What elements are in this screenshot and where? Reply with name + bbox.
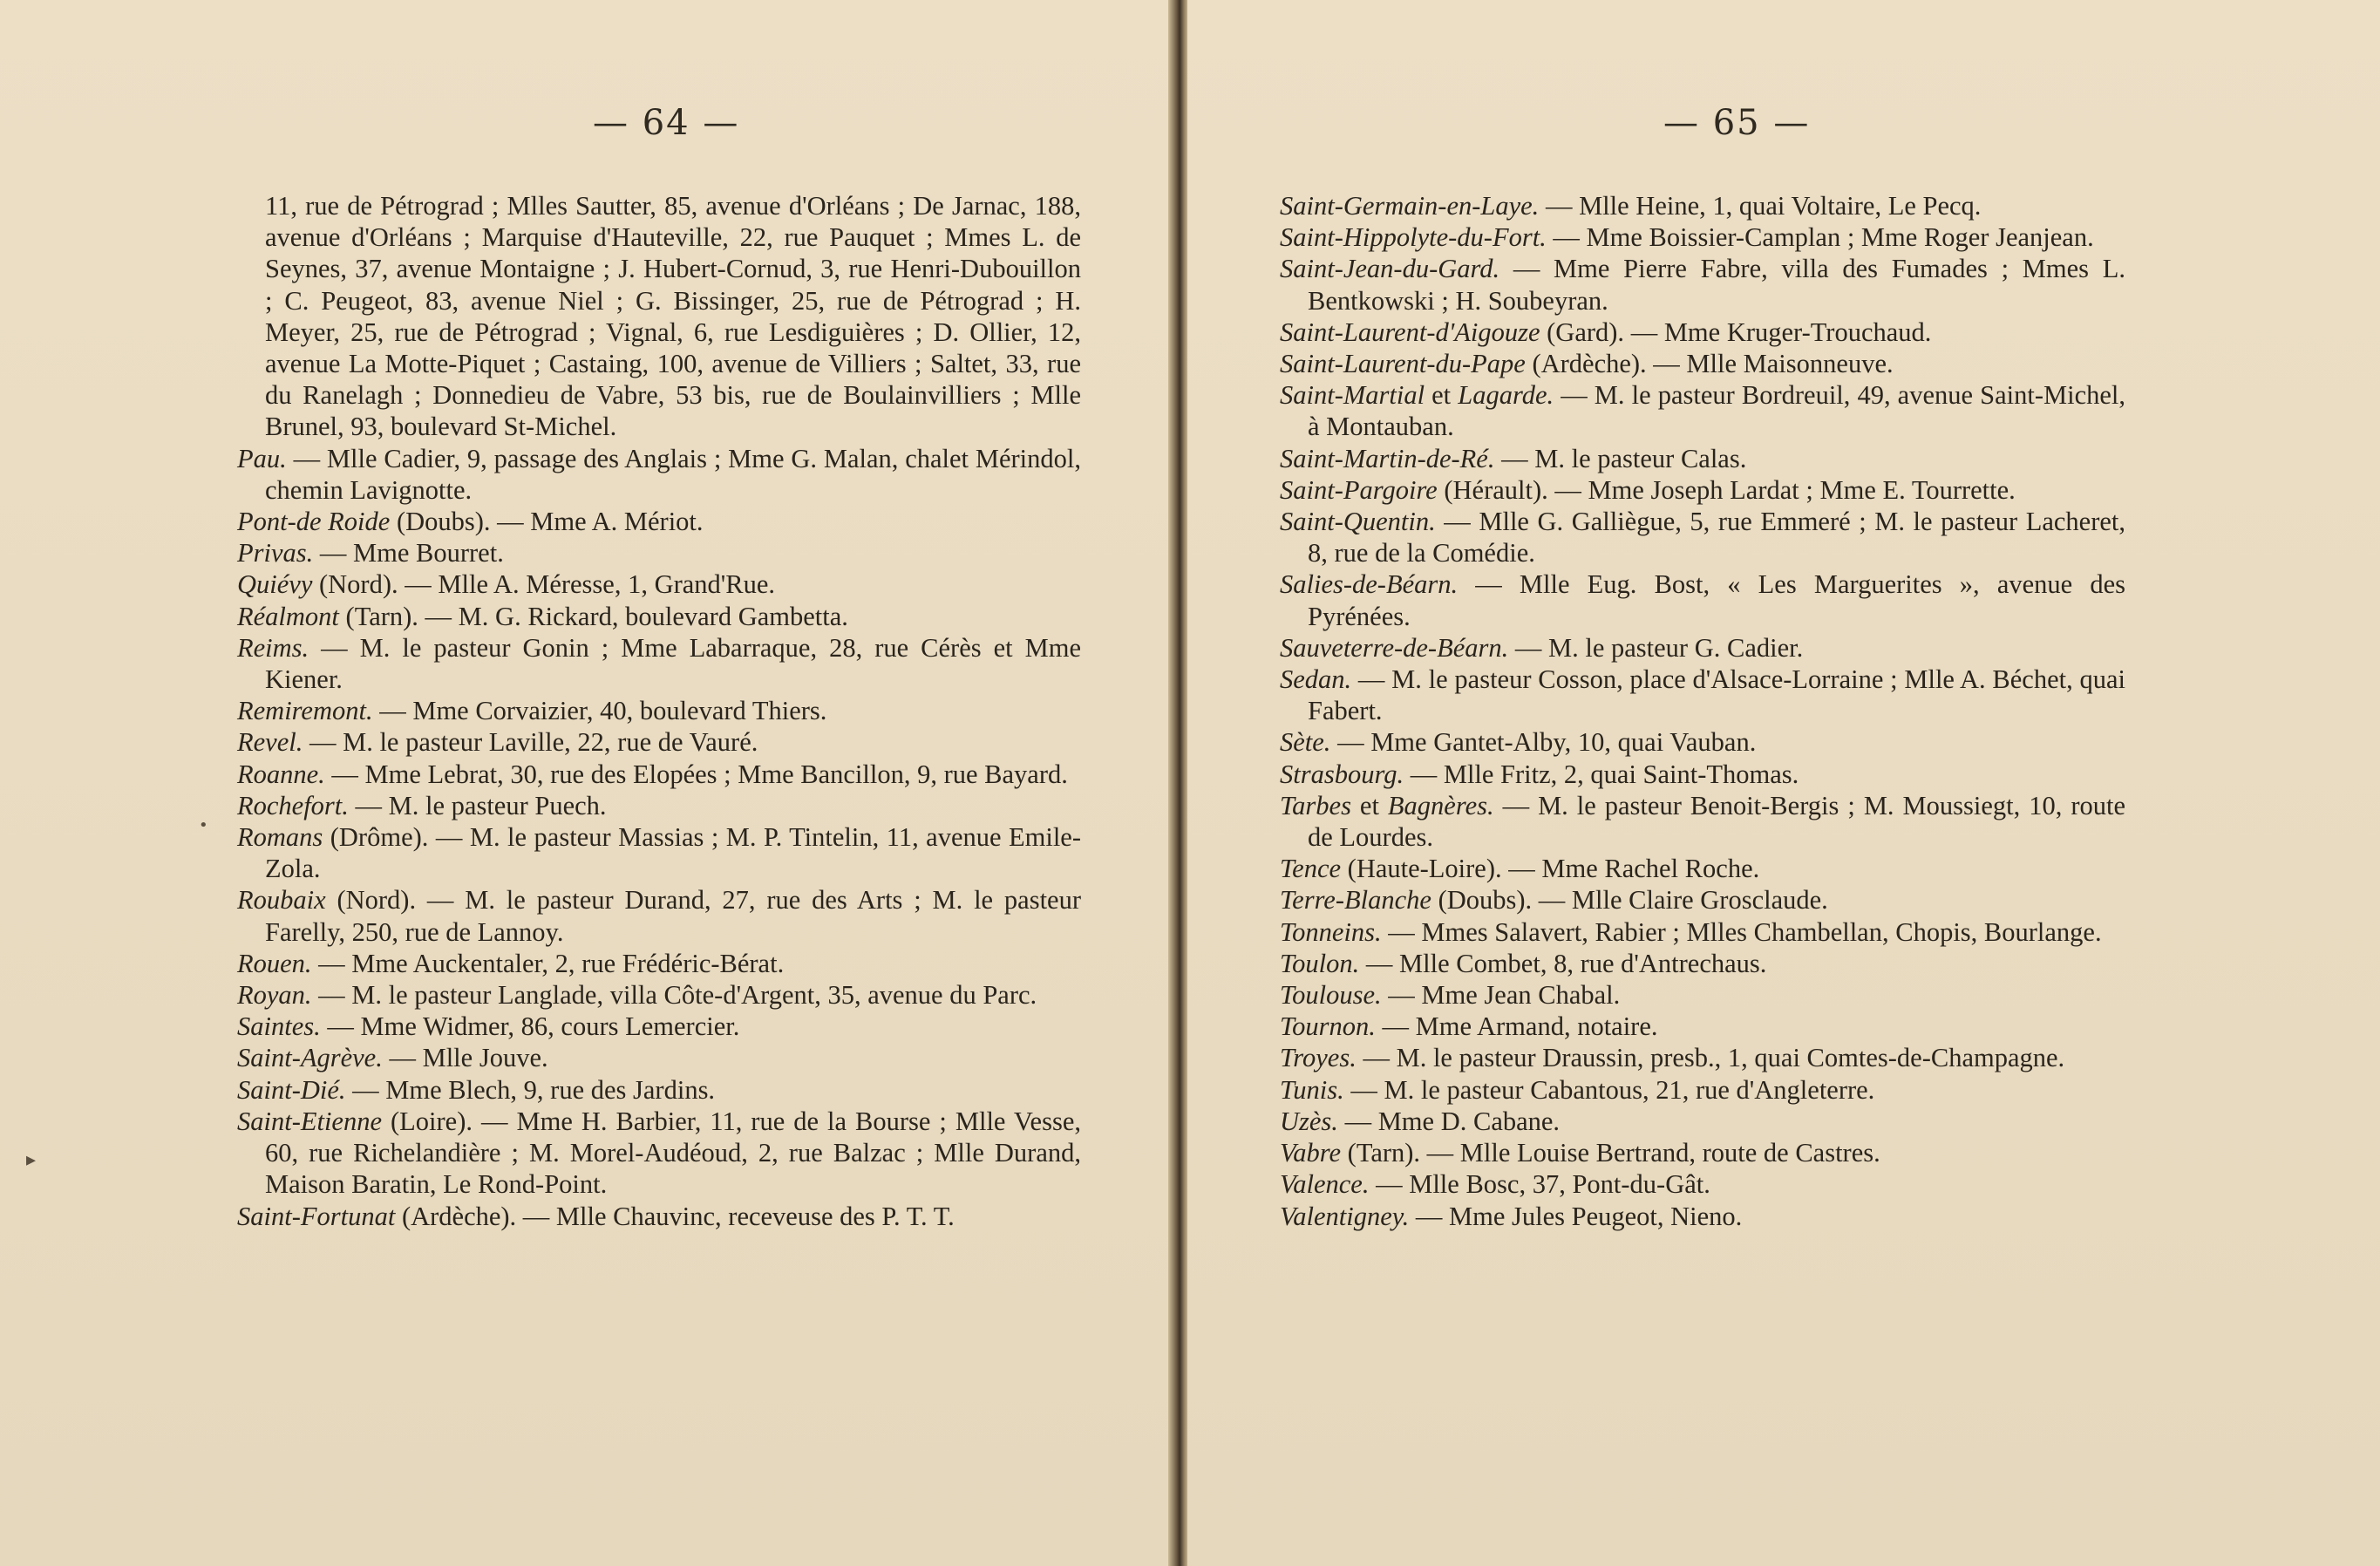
entry-text: — Mme Jean Chabal. <box>1381 980 1621 1011</box>
entry-text: — Mlle Heine, 1, quai Voltaire, Le Pecq. <box>1539 191 1982 221</box>
entry-text: — Mme Joseph Lardat ; Mme E. Tourrette. <box>1547 474 2016 505</box>
ink-speck: • <box>199 816 208 834</box>
directory-entry <box>1280 1106 2125 1137</box>
directory-entry <box>237 1074 1081 1106</box>
place-name: Strasbourg. <box>1280 759 1404 789</box>
place-qualifier: (Hérault). <box>1437 474 1548 505</box>
entry-text: — Mme Rachel Roche. <box>1501 854 1760 884</box>
place-name: Remiremont. <box>237 696 373 726</box>
entry-text: — Mlle G. Galliègue, 5, rue Emmeré ; M. le pasteur Lacheret, 8, rue de la Comédie. <box>1308 507 2125 569</box>
place-name: Saint-Laurent-du-Pape <box>1280 349 1526 379</box>
entry-text: — M. G. Rickard, boulevard Gambetta. <box>418 601 848 631</box>
entry-text: — Mme Widmer, 86, cours Lemercier. <box>320 1011 740 1042</box>
directory-entry <box>237 948 1081 979</box>
place-name: Valentigney. <box>1280 1201 1410 1231</box>
place-name: Sedan. <box>1280 664 1352 695</box>
directory-entry <box>237 1106 1081 1201</box>
directory-entry <box>237 695 1081 726</box>
directory-entry <box>1280 569 2125 631</box>
right-page <box>1187 0 2380 1566</box>
directory-entry <box>237 1042 1081 1073</box>
place-name: Troyes. <box>1280 1043 1357 1073</box>
directory-entry <box>1280 916 2125 948</box>
entry-text: — Mme Auckentaler, 2, rue Frédéric-Bérat. <box>311 948 785 978</box>
place-name: Rouen. <box>237 948 312 978</box>
directory-entry <box>1280 221 2125 253</box>
directory-entry <box>237 821 1081 884</box>
place-name: Salies-de-Béarn. <box>1280 569 1459 600</box>
place-qualifier: (Drôme). <box>323 822 429 853</box>
entry-text: — Mme D. Cabane. <box>1337 1106 1561 1136</box>
entry-text: — Mlle Fritz, 2, quai Saint-Thomas. <box>1404 759 1799 789</box>
place-qualifier: (Haute-Loire). <box>1341 854 1502 884</box>
directory-entry <box>1280 759 2125 790</box>
entry-text: — M. le pasteur Gonin ; Mme Labarraque, 28, rue Cérès et Mme Kiener. <box>265 632 1081 695</box>
place-name: Réalmont <box>237 601 339 631</box>
place-name: Saint-Etienne <box>237 1106 383 1136</box>
place-name: Saint-Jean-du-Gard. <box>1280 254 1500 284</box>
place-name: Saint-Agrève. <box>237 1043 383 1073</box>
place-name: Royan. <box>237 980 312 1011</box>
directory-entry <box>237 601 1081 632</box>
place-qualifier: et <box>1425 380 1459 411</box>
directory-entry <box>1280 884 2125 916</box>
place-name: Toulouse. <box>1280 980 1382 1011</box>
place-name: Sète. <box>1280 727 1331 758</box>
place-qualifier: (Gard). <box>1540 317 1625 347</box>
entry-text: — Mlle Chauvinc, receveuse des P. T. T. <box>516 1201 955 1231</box>
place-qualifier: (Doubs). <box>390 507 491 537</box>
place-name: Saint-Germain-en-Laye. <box>1280 191 1540 221</box>
directory-entry <box>237 790 1081 821</box>
directory-entry <box>1280 632 2125 664</box>
directory-entry <box>1280 1137 2125 1168</box>
directory-list <box>1280 190 2125 1232</box>
entry-text: — Mme Lebrat, 30, rue des Elopées ; Mme Bancillon, 9, rue Bayard. <box>324 759 1068 789</box>
entry-text: — Mme Gantet-Alby, 10, quai Vauban. <box>1330 727 1757 758</box>
place-name: Reims. <box>237 632 309 663</box>
place-name: Saintes. <box>237 1011 321 1042</box>
place-qualifier: (Nord). <box>312 569 398 600</box>
place-name: Rochefort. <box>237 790 349 820</box>
directory-entry <box>1280 379 2125 442</box>
directory-entry <box>237 537 1081 569</box>
entry-text: — Mlle Combet, 8, rue d'Antrechaus. <box>1359 948 1767 978</box>
entry-text: — Mme Boissier-Camplan ; Mme Roger Jeanjean. <box>1546 222 2094 253</box>
place-name: Valence. <box>1280 1169 1370 1200</box>
place-name: Saint-Dié. <box>237 1074 346 1105</box>
directory-entry <box>1280 474 2125 506</box>
entry-text: — Mme Pierre Fabre, villa des Fumades ; Mmes L. Bentkowski ; H. Soubeyran. <box>1308 254 2125 316</box>
place-name: Lagarde. <box>1458 380 1554 411</box>
directory-entry <box>237 506 1081 537</box>
directory-entry <box>237 979 1081 1011</box>
directory-entry <box>237 884 1081 947</box>
entry-text: — M. le pasteur Laville, 22, rue de Vauré. <box>303 727 758 758</box>
place-qualifier: (Doubs). <box>1431 885 1533 916</box>
place-name: Tonneins. <box>1280 916 1382 947</box>
directory-entry <box>1280 853 2125 884</box>
place-name: Roanne. <box>237 759 325 789</box>
entry-text: — Mme Corvaizier, 40, boulevard Thiers. <box>372 696 827 726</box>
directory-entry <box>1280 1201 2125 1232</box>
entry-text: — M. le pasteur Puech. <box>348 790 607 820</box>
entry-text: — Mme Bourret. <box>313 538 504 569</box>
place-name: Saint-Hippolyte-du-Fort. <box>1280 222 1547 253</box>
directory-entry <box>237 569 1081 600</box>
directory-entry <box>237 443 1081 506</box>
directory-entry <box>237 632 1081 695</box>
entry-text: — Mlle Cadier, 9, passage des Anglais ; Mme G. Malan, chalet Mérindol, chemin Lavignotte. <box>265 443 1081 505</box>
entry-text: — Mlle A. Méresse, 1, Grand'Rue. <box>398 569 776 600</box>
place-name: Terre-Blanche <box>1280 885 1431 916</box>
place-qualifier: (Ardèche). <box>395 1201 517 1231</box>
page-number: — 65 — <box>1663 103 1811 143</box>
directory-entry <box>237 726 1081 758</box>
left-page <box>0 0 1177 1566</box>
directory-entry <box>1280 506 2125 569</box>
entry-text: 11, rue de Pétrograd ; Mlles Sautter, 85, avenue d'Orléans ; De Jarnac, 188, avenue d'Orléans ; Marquise d'Hauteville, 22, rue Pauquet ; Mmes L. de Seynes, 37, avenue Montaigne ; J. Hubert-Cornud, 3, rue Henri-Dubouillon ; C. Peugeot, 83, avenue Niel ; G. Bissinger, 25, rue de Pétrograd ; H. Meyer, 25, rue de Pétrograd ; Vignal, 6, rue Lesdiguières ; D. Ollier, 12, avenue La Motte-Piquet ; Castaing, 100, avenue de Villiers ; Saltet, 33, rue du Ranelagh ; Donnedieu de Vabre, 53 bis, rue de Boulainvilliers ; Mlle Brunel, 93, boulevard St-Michel. <box>265 191 1081 442</box>
entry-text: — M. le pasteur Calas. <box>1494 443 1747 473</box>
entry-text: — M. le pasteur Bordreuil, 49, avenue Saint-Michel, à Montauban. <box>1308 380 2125 442</box>
place-name: Saint-Fortunat <box>237 1201 396 1231</box>
place-name: Revel. <box>237 727 303 758</box>
directory-entry <box>237 1201 1081 1232</box>
place-name: Bagnères. <box>1387 790 1494 820</box>
entry-text: — Mme H. Barbier, 11, rue de la Bourse ; Mlle Vesse, 60, rue Richelandière ; M. Morel-Audéoud, 2, rue Balzac ; Mlle Durand, Maison Baratin, Le Rond-Point. <box>265 1106 1081 1200</box>
place-name: Saint-Martin-de-Ré. <box>1280 443 1495 473</box>
entry-text: — Mmes Salavert, Rabier ; Mlles Chambellan, Chopis, Bourlange. <box>1381 916 2102 947</box>
entry-text: — Mlle Louise Bertrand, route de Castres. <box>1420 1138 1880 1168</box>
place-name: Saint-Pargoire <box>1280 474 1438 505</box>
entry-text: — M. le pasteur Benoit-Bergis ; M. Moussiegt, 10, route de Lourdes. <box>1308 790 2125 853</box>
entry-text: — Mme Jules Peugeot, Nieno. <box>1409 1201 1743 1231</box>
place-name: Tarbes <box>1280 790 1351 820</box>
place-name: Toulon. <box>1280 948 1360 978</box>
place-qualifier: (Ardèche). <box>1525 349 1647 379</box>
place-name: Saint-Martial <box>1280 380 1425 411</box>
directory-entry <box>1280 253 2125 316</box>
place-name: Tournon. <box>1280 1011 1376 1042</box>
place-name: Saint-Quentin. <box>1280 507 1436 537</box>
directory-entry <box>1280 317 2125 348</box>
ink-speck: ▸ <box>26 1149 37 1171</box>
place-name: Sauveterre-de-Béarn. <box>1280 632 1509 663</box>
directory-entry <box>1280 1168 2125 1200</box>
directory-entry <box>237 190 1081 443</box>
place-qualifier: (Tarn). <box>1341 1138 1421 1168</box>
directory-entry <box>1280 443 2125 474</box>
place-name: Uzès. <box>1280 1106 1338 1136</box>
place-name: Privas. <box>237 538 314 569</box>
entry-text: — M. le pasteur Cabantous, 21, rue d'Angleterre. <box>1343 1074 1875 1105</box>
place-qualifier: (Nord). <box>325 885 417 916</box>
place-name: Pau. <box>237 443 287 473</box>
place-name: Quiévy <box>237 569 313 600</box>
book-gutter <box>1168 0 1189 1566</box>
place-name: Tence <box>1280 854 1342 884</box>
entry-text: — Mme Kruger-Trouchaud. <box>1624 317 1932 347</box>
entry-text: — Mlle Eug. Bost, « Les Marguerites », avenue des Pyrénées. <box>1308 569 2125 631</box>
directory-entry <box>1280 790 2125 853</box>
entry-text: — Mlle Jouve. <box>382 1043 548 1073</box>
entry-text: — Mlle Maisonneuve. <box>1646 349 1894 379</box>
directory-entry <box>1280 1074 2125 1106</box>
entry-text: — M. le pasteur Massias ; M. P. Tintelin, 11, avenue Emile-Zola. <box>265 822 1081 884</box>
place-qualifier: (Loire). <box>382 1106 473 1136</box>
place-name: Vabre <box>1280 1138 1342 1168</box>
entry-text: — M. le pasteur Cosson, place d'Alsace-Lorraine ; Mlle A. Béchet, quai Fabert. <box>1308 664 2125 726</box>
place-qualifier: et <box>1350 790 1388 820</box>
directory-entry <box>1280 726 2125 758</box>
place-name: Romans <box>237 822 323 853</box>
entry-text: — M. le pasteur Durand, 27, rue des Arts ; M. le pasteur Farelly, 250, rue de Lannoy. <box>265 885 1081 947</box>
directory-entry <box>237 759 1081 790</box>
directory-entry <box>237 1011 1081 1042</box>
directory-entry <box>1280 1042 2125 1073</box>
directory-list <box>237 190 1081 1232</box>
page-number: — 64 — <box>593 103 740 143</box>
place-name: Saint-Laurent-d'Aigouze <box>1280 317 1540 347</box>
place-name: Roubaix <box>237 885 326 916</box>
directory-entry <box>1280 948 2125 979</box>
entry-text: — M. le pasteur Draussin, presb., 1, quai Comtes-de-Champagne. <box>1356 1043 2065 1073</box>
place-qualifier: (Tarn). <box>338 601 418 631</box>
directory-entry <box>1280 664 2125 726</box>
directory-entry <box>1280 1011 2125 1042</box>
entry-text: — Mlle Bosc, 37, Pont-du-Gât. <box>1369 1169 1710 1200</box>
entry-text: — Mlle Claire Grosclaude. <box>1532 885 1828 916</box>
place-name: Pont-de Roide <box>237 507 391 537</box>
entry-text: — Mme A. Mériot. <box>490 507 704 537</box>
directory-entry <box>1280 190 2125 221</box>
entry-text: — Mme Blech, 9, rue des Jardins. <box>345 1074 716 1105</box>
entry-text: — Mme Armand, notaire. <box>1375 1011 1658 1042</box>
directory-entry <box>1280 979 2125 1011</box>
entry-text: — M. le pasteur Langlade, villa Côte-d'Argent, 35, avenue du Parc. <box>311 980 1037 1011</box>
directory-entry <box>1280 348 2125 379</box>
place-name: Tunis. <box>1280 1074 1344 1105</box>
entry-text: — M. le pasteur G. Cadier. <box>1508 632 1804 663</box>
